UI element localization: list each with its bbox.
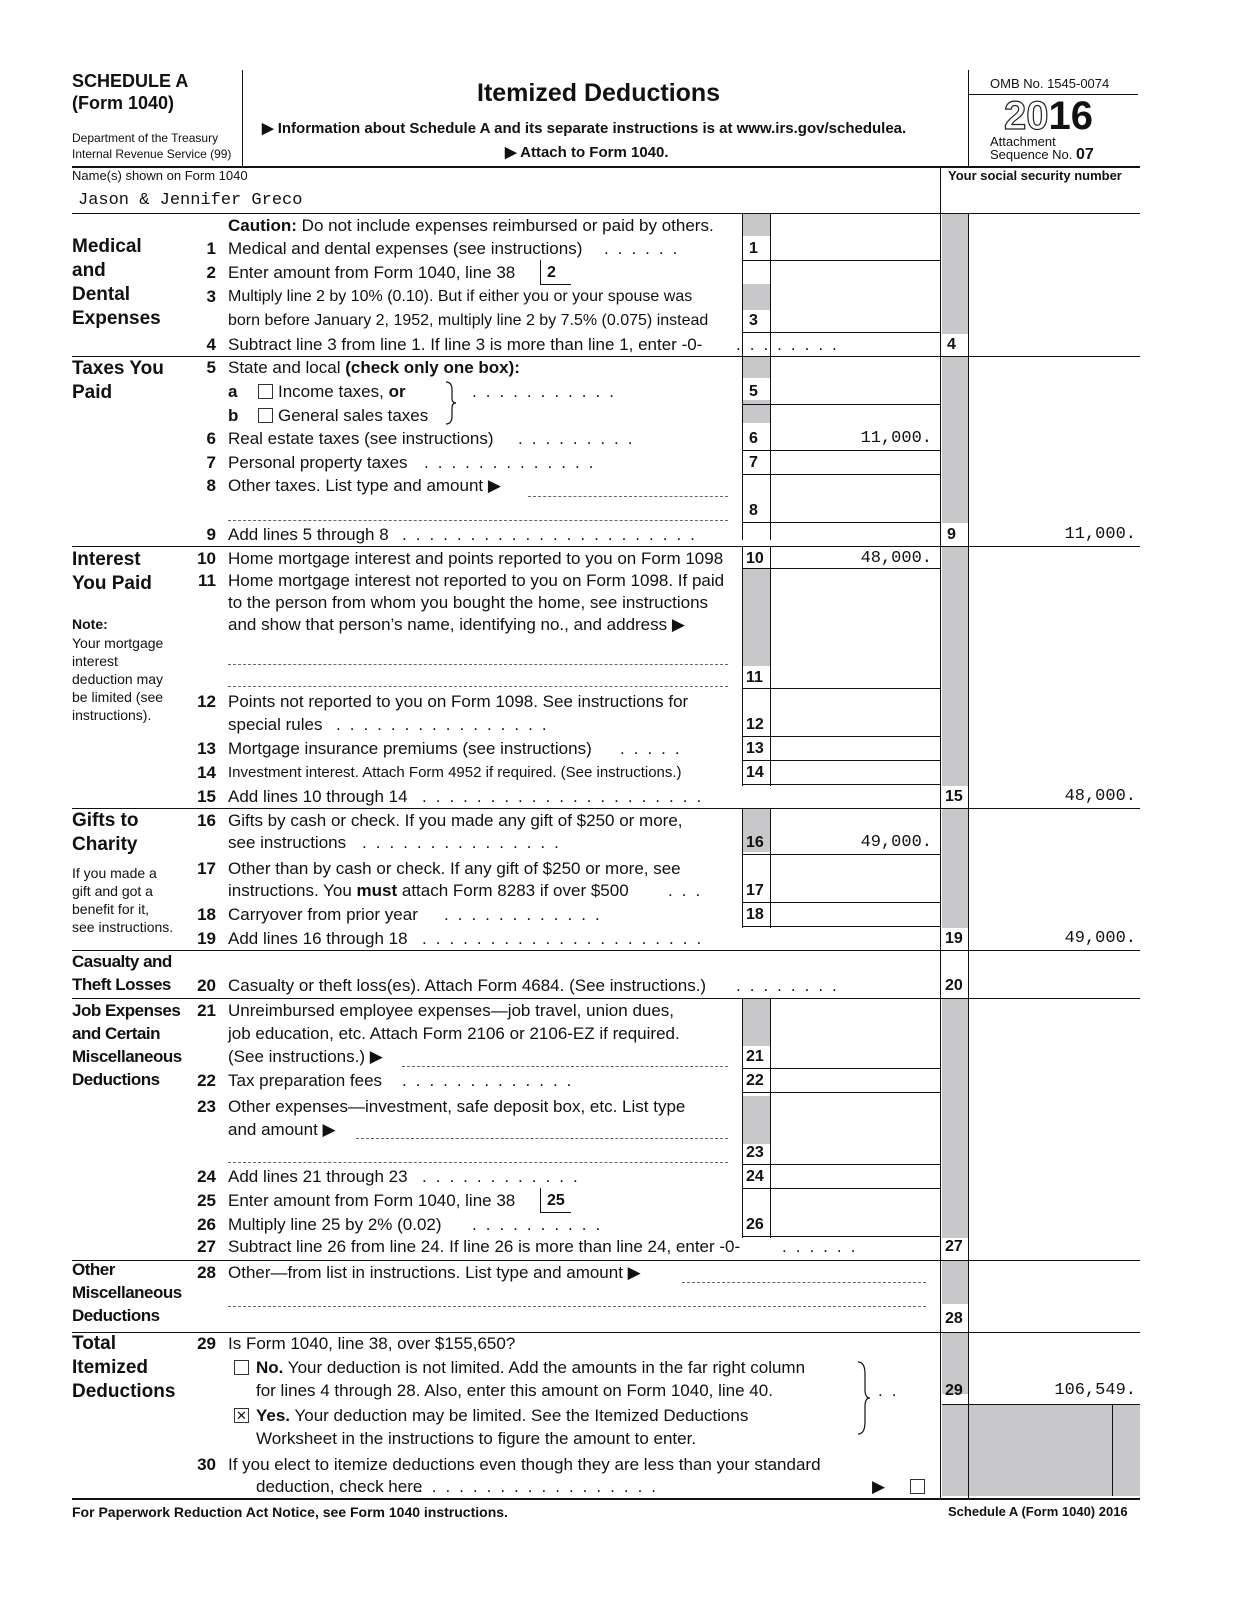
section-taxes-line: Paid [72,382,113,403]
brace-icon [856,1360,872,1436]
dot-leader: ......... [518,429,642,448]
section-total-line: Total [72,1333,116,1354]
line-number: 3 [206,287,216,306]
line5a-text [278,381,406,403]
line29-no-bold: No. [256,1358,284,1377]
line17-post: attach Form 8283 if over $500 [397,881,629,900]
line-number: 27 [197,1237,216,1256]
gifts-note-line: benefit for it, [72,901,150,917]
line-number: 1 [206,239,216,258]
line-number: 23 [197,1097,216,1116]
section-total-line: Deductions [72,1381,176,1402]
brace-icon [444,380,458,426]
gifts-note [72,864,173,936]
line4-text: Subtract line 3 from line 1. If line 3 is more than line 1, enter -0- [228,335,703,354]
line3-text-b: born before January 2, 1952, multiply line 2 by 7.5% (0.075) instead [228,312,709,329]
line28-text: Other—from list in instructions. List type and amount ▶ [228,1263,641,1282]
box-label: 19 [945,930,963,947]
sequence-label [990,148,1094,162]
section-job-line: Job Expenses [72,1001,181,1020]
line9-text: Add lines 5 through 8 [228,525,389,544]
line14-text: Investment interest. Attach Form 4952 if required. (See instructions.) [228,764,682,781]
line-number: 18 [197,905,216,924]
caution-text [228,215,714,237]
line5b-text: General sales taxes [278,406,429,425]
box-label: 17 [746,882,764,899]
box-label: 28 [945,1310,963,1327]
line29-yes-bold: Yes. [256,1406,291,1425]
line5-pre: State and local [228,358,346,377]
line17-pre: instructions. You [228,881,357,900]
line8-text: Other taxes. List type and amount ▶ [228,476,501,495]
amount-line6[interactable]: 11,000. [860,429,932,448]
line17-text-b [228,880,629,902]
box-label: 22 [746,1072,764,1089]
box-label: 29 [945,1382,963,1399]
line29-yes-text-b: Worksheet in the instructions to figure the amount to enter. [256,1429,697,1448]
interest-note-line: instructions). [72,707,152,723]
dot-leader: ........ [736,335,846,354]
section-taxes [72,357,164,405]
footer-paperwork: For Paperwork Reduction Act Notice, see Form 1040 instructions. [72,1504,508,1520]
omb-number: OMB No. 1545-0074 [990,76,1110,91]
line23-text-b: and amount ▶ [228,1120,336,1139]
dot-leader: .. [878,1381,906,1400]
section-medical-line: Medical [72,236,142,257]
line7-text: Personal property taxes [228,453,408,472]
line-number: 10 [197,549,216,568]
caution-rest: Do not include expenses reimbursed or paid by others. [296,216,714,235]
schedule-a-form [72,70,1144,1570]
line-number: 12 [197,692,216,711]
section-casualty-line: Casualty and [72,952,172,971]
line2-box-label: 2 [547,264,556,281]
form-label: (Form 1040) [72,93,175,113]
line18-text: Carryover from prior year [228,905,418,924]
line-number: 28 [197,1263,216,1282]
line-number: 6 [206,429,216,448]
section-gifts [72,809,139,857]
line-number: 20 [197,976,216,995]
line25-box-label: 25 [547,1192,565,1209]
line27-text: Subtract line 26 from line 24. If line 26 is more than line 24, enter -0- [228,1237,741,1256]
caution-bold: Caution: [228,216,297,235]
dot-leader: ... [668,881,710,900]
box-label: 21 [746,1048,764,1065]
section-interest [72,548,152,596]
amount-line16[interactable]: 49,000. [860,833,932,852]
section-job-line: Deductions [72,1070,160,1089]
line16-text-b: see instructions [228,833,347,852]
line5a-or: or [388,382,406,401]
gifts-note-line: If you made a [72,865,157,881]
section-gifts-line: Gifts to [72,810,139,831]
line15-text: Add lines 10 through 14 [228,787,408,806]
dot-leader: ...................... [402,525,704,544]
section-other [72,1258,182,1327]
line26-text: Multiply line 25 by 2% (0.02) [228,1215,442,1234]
dot-leader: ........ [736,976,846,995]
line21-text-b: job education, etc. Attach Form 2106 or 2106-EZ if required. [228,1024,680,1043]
box-label: 12 [746,716,764,733]
line12-text-b: special rules [228,715,323,734]
line5-bold: (check only one box): [345,358,520,377]
section-casualty-line: Theft Losses [72,975,171,994]
line-number: 24 [197,1167,216,1186]
line17-bold: must [356,881,398,900]
section-taxes-line: Taxes You [72,358,164,379]
taxpayer-names[interactable]: Jason & Jennifer Greco [78,191,303,210]
section-total-line: Itemized [72,1357,149,1378]
dot-leader: ........... [472,382,623,401]
line-number: 15 [197,787,216,806]
line5a-checkbox[interactable] [258,384,273,399]
schedule-label: SCHEDULE A [72,71,189,91]
box-label: 7 [749,454,758,471]
box-label: 24 [746,1168,764,1185]
box-label: 8 [749,502,758,519]
box-label: 16 [746,834,764,851]
sequence-label-text: Sequence No. [990,147,1073,162]
line30-arrow-icon: ▶ [872,1477,886,1496]
dot-leader: ..... [620,739,689,758]
line5a-letter: a [228,382,238,401]
line-number: 11 [198,571,216,590]
line21-text-a: Unreimbursed employee expenses—job travel, union dues, [228,1001,675,1020]
line29-no-checkbox[interactable] [234,1360,249,1375]
dept-line2: Internal Revenue Service (99) [72,147,232,161]
box-label: 14 [746,764,764,781]
dot-leader: ..................... [422,929,711,948]
section-medical-line: Dental [72,284,131,305]
line11-text-b: to the person from whom you bought the home, see instructions [228,593,709,612]
ssn-field[interactable] [948,190,1138,212]
line-number: 25 [197,1191,216,1210]
section-job-line: Miscellaneous [72,1047,182,1066]
line-number: 19 [197,929,216,948]
line-number: 8 [206,476,216,495]
section-interest-line: Interest [72,549,141,570]
line-number: 5 [206,358,216,377]
dot-leader: ............ [422,1167,587,1186]
line1-text: Medical and dental expenses (see instructions) [228,239,583,258]
box-label: 6 [749,430,758,447]
section-medical-line: and [72,260,106,281]
line20-text: Casualty or theft loss(es). Attach Form 4684. (See instructions.) [228,976,707,995]
line-number: 17 [197,859,216,878]
dot-leader: .......... [472,1215,610,1234]
section-job-line: and Certain [72,1024,161,1043]
line5-text [228,357,520,379]
sequence-number: 07 [1076,146,1094,163]
box-label: 11 [746,669,763,686]
box-label: 10 [746,550,764,567]
section-other-line: Other [72,1260,115,1279]
dot-leader: ............... [362,833,568,852]
line12-text-a: Points not reported to you on Form 1098. See instructions for [228,692,689,711]
section-gifts-line: Charity [72,834,138,855]
box-label: 27 [945,1238,963,1255]
line5b-letter: b [228,406,239,425]
line17-text-a: Other than by cash or check. If any gift of $250 or more, see [228,859,681,878]
line30-checkbox[interactable] [910,1479,925,1494]
section-casualty [72,950,172,996]
line-number: 22 [197,1071,216,1090]
dot-leader: ............. [402,1071,581,1090]
line29-no-text-b: for lines 4 through 28. Also, enter this amount on Form 1040, line 40. [256,1381,773,1400]
line30-text-a: If you elect to itemize deductions even though they are less than your standard [228,1455,821,1474]
names-label: Name(s) shown on Form 1040 [72,168,248,183]
line19-text: Add lines 16 through 18 [228,929,408,948]
line6-text: Real estate taxes (see instructions) [228,429,494,448]
interest-note-line: be limited (see [72,689,164,705]
section-medical-line: Expenses [72,308,161,329]
amount-line19[interactable]: 49,000. [1064,929,1136,948]
line29-text: Is Form 1040, line 38, over $155,650? [228,1334,516,1353]
line2-text: Enter amount from Form 1040, line 38 [228,263,516,282]
section-other-line: Miscellaneous [72,1283,182,1302]
box-label: 26 [746,1216,764,1233]
box-label: 9 [947,526,956,543]
line-number: 4 [206,335,216,354]
line3-text-a: Multiply line 2 by 10% (0.10). But if either you or your spouse was [228,288,693,305]
tax-year-outline: 20 [1004,94,1049,138]
box-label: 20 [945,977,963,994]
box-label: 18 [746,906,764,923]
dept-line1: Department of the Treasury [72,131,219,145]
dot-leader: ............. [424,453,603,472]
attach-line: ▶ Attach to Form 1040. [505,144,669,161]
section-job [72,999,182,1091]
section-total [72,1332,175,1404]
line-number: 9 [206,525,216,544]
dot-leader: ...... [782,1237,865,1256]
line5b-checkbox[interactable] [258,408,273,423]
section-medical [72,235,161,331]
line11-text-a: Home mortgage interest not reported to you on Form 1098. If paid [228,571,725,590]
page-title: Itemized Deductions [477,79,721,107]
line29-yes-text-a [256,1405,748,1427]
box-label: 13 [746,740,764,757]
gifts-note-line: gift and got a [72,883,153,899]
attachment-label: Attachment [990,134,1056,149]
line29-yes-rest: Your deduction may be limited. See the Itemized Deductions [290,1406,749,1425]
line-number: 2 [206,263,216,282]
line16-text-a: Gifts by cash or check. If you made any gift of $250 or more, [228,811,683,830]
line-number: 26 [197,1215,216,1234]
interest-note-title: Note: [72,616,108,632]
box-label: 5 [749,383,758,400]
amount-line9[interactable]: 11,000. [1064,525,1136,544]
ssn-label: Your social security number [948,168,1122,183]
dot-leader: ................ [336,715,556,734]
dot-leader: ...... [604,239,687,258]
info-line: ▶ Information about Schedule A and its separate instructions is at www.irs.gov/schedulea. [262,120,907,137]
footer-form-id: Schedule A (Form 1040) 2016 [948,1504,1128,1519]
section-other-line: Deductions [72,1306,160,1325]
line-number: 14 [197,763,216,782]
dot-leader: ............ [444,905,609,924]
interest-note-line: interest [72,653,118,669]
line24-text: Add lines 21 through 23 [228,1167,408,1186]
section-interest-line: You Paid [72,573,152,594]
line22-text: Tax preparation fees [228,1071,383,1090]
line23-text-a: Other expenses—investment, safe deposit box, etc. List type [228,1097,686,1116]
line-number: 29 [197,1334,216,1353]
line-number: 30 [197,1455,216,1474]
tax-year [1004,94,1093,138]
box-label: 3 [749,312,758,329]
dot-leader: .................. [418,1477,666,1496]
amount-line15[interactable]: 48,000. [1064,787,1136,806]
box-label: 23 [746,1144,764,1161]
line-number: 7 [206,453,216,472]
interest-note-line: deduction may [72,671,164,687]
line11-text-c: and show that person’s name, identifying no., and address ▶ [228,615,685,634]
line25-text: Enter amount from Form 1040, line 38 [228,1191,516,1210]
interest-note-line: Your mortgage [72,635,164,651]
line21-text-c: (See instructions.) ▶ [228,1047,383,1066]
line13-text: Mortgage insurance premiums (see instructions) [228,739,592,758]
box-label: 4 [947,336,956,353]
line10-text: Home mortgage interest and points reported to you on Form 1098 [228,549,724,568]
tax-year-bold: 16 [1048,94,1093,138]
line29-no-text-a [256,1357,805,1379]
amount-line29[interactable]: 106,549. [1054,1381,1136,1400]
line29-yes-checkbox[interactable]: ✕ [234,1408,249,1423]
dot-leader: ..................... [422,787,711,806]
line-number: 13 [197,739,216,758]
interest-note [72,634,163,724]
line29-no-rest: Your deduction is not limited. Add the amounts in the far right column [283,1358,806,1377]
amount-line10[interactable]: 48,000. [860,549,932,568]
gifts-note-line: see instructions. [72,919,174,935]
line-number: 16 [197,811,216,830]
line5a-label: Income taxes, [278,382,389,401]
line30-text-b: deduction, check here [256,1477,423,1496]
box-label: 15 [945,788,963,805]
line-number: 21 [197,1001,216,1020]
box-label: 1 [749,240,758,257]
